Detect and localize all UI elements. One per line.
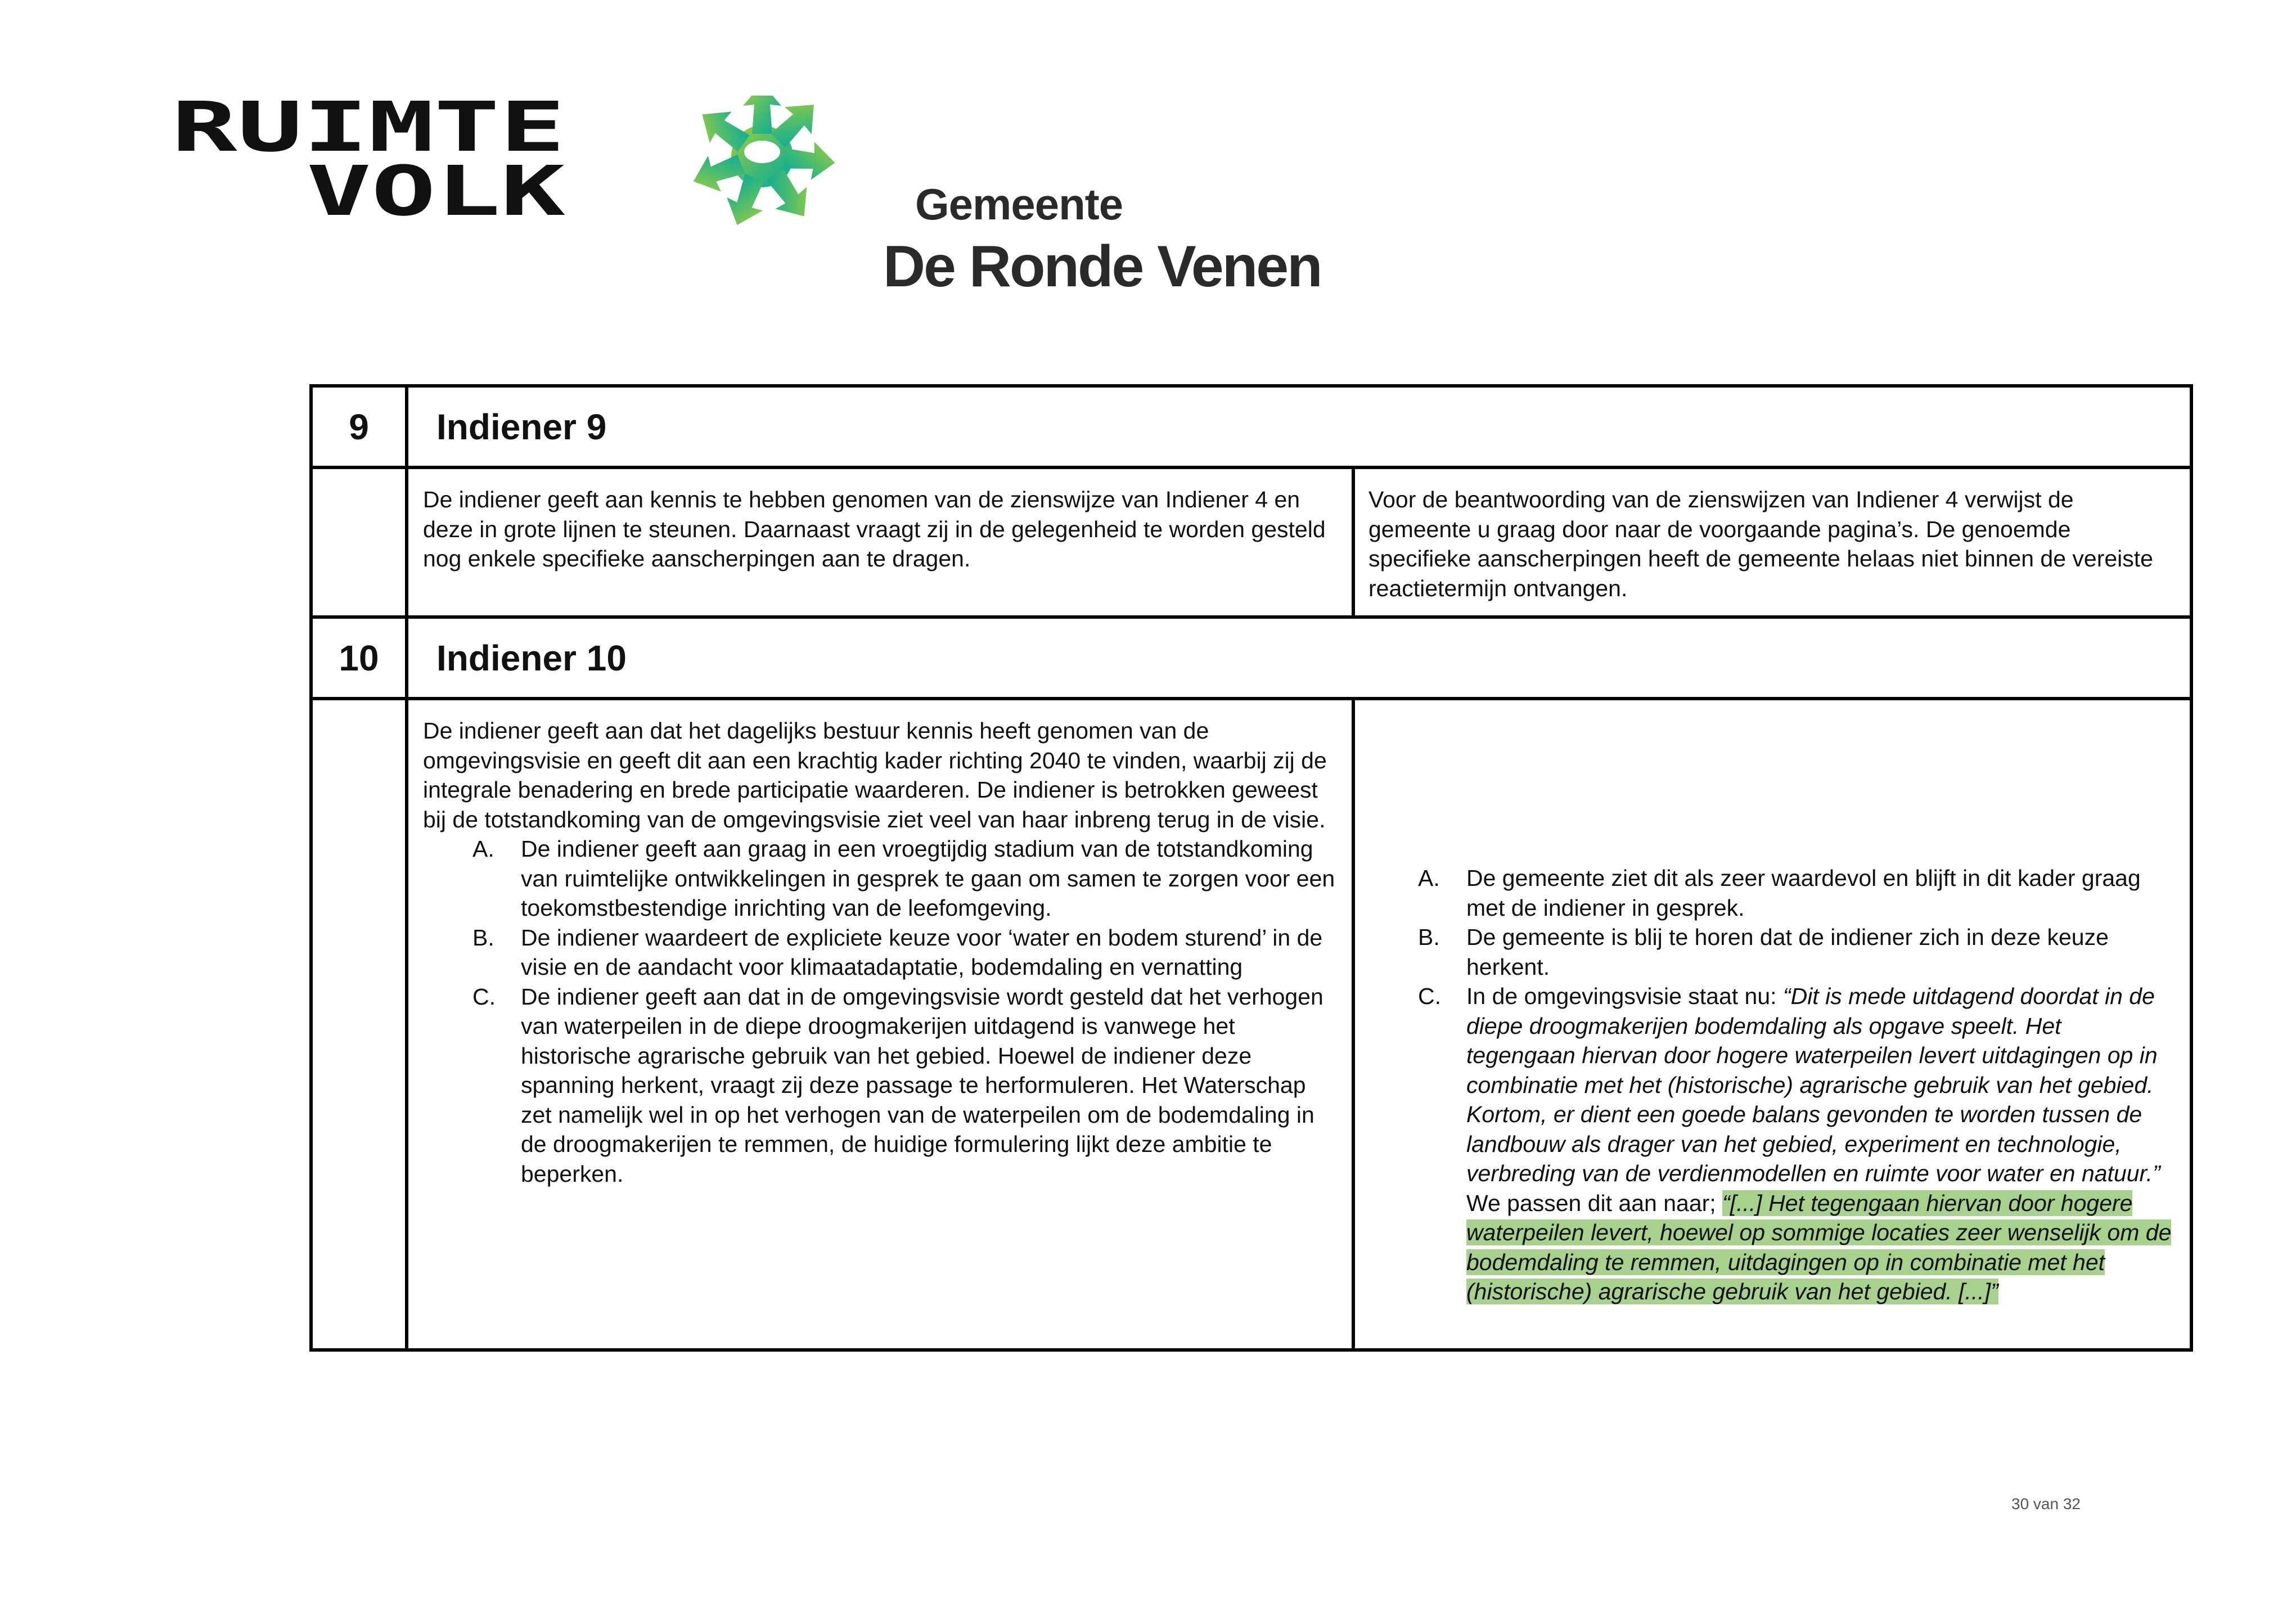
list-item	[1368, 863, 2176, 922]
list-label: C.	[472, 983, 496, 1010]
section-content-row	[311, 467, 2191, 617]
list-item	[423, 982, 1338, 1189]
list-item	[1368, 922, 2176, 982]
section-title: Indiener 10	[407, 617, 2191, 699]
list-label: C.	[1418, 983, 1441, 1009]
list-label: B.	[1418, 924, 1440, 950]
section-number: 9	[311, 386, 407, 467]
highlighted-new-text: “[...] Het tegengaan hiervan door hogere waterpeilen levert, hoewel op sommige locaties zeer wenselijk om de bodemdaling te remmen, uitdagingen op in combinatie met het (historische) agrarische gebruik van het gebied. [...]”	[1466, 1190, 2172, 1304]
list-text: De indiener geeft aan dat in de omgevingsvisie wordt gesteld dat het verhogen van waterpeilen in de diepe droogmakerijen uitdagend is vanwege het historische agrarische gebruik van het gebied. Hoewel de indiener deze spanning herkent, vraagt zij deze passage te herformuleren. Het Waterschap zet namelijk wel in op het verhogen van de waterpeilen om de bodemdaling in de droogmakerijen te remmen, de huidige formulering lijkt deze ambitie te beperken.	[521, 983, 1323, 1187]
section-number: 10	[311, 617, 407, 699]
submission-cell	[407, 699, 1353, 1350]
response-cell	[1353, 699, 2191, 1350]
gemeente-logo	[655, 96, 1321, 304]
list-text: De indiener geeft aan graag in een vroegtijdig stadium van de totstandkoming van ruimtelijke ontwikkelingen in gesprek te gaan om samen te zorgen voor een toekomstbestendige inrichting van de leefomgeving.	[521, 836, 1335, 921]
submission-text: De indiener geeft aan kennis te hebben genomen van de zienswijze van Indiener 4 en deze in grote lijnen te steunen. Daarnaast vraagt zij in de gelegenheid te worden gesteld nog enkele specifieke aanscherpingen aan te dragen.	[407, 467, 1353, 617]
list-text: De indiener waardeert de expliciete keuze voor ‘water en bodem sturend’ in de visie en de aandacht voor klimaatadaptatie, bodemdaling en vernatting	[521, 924, 1323, 980]
section-header-row	[311, 386, 2191, 467]
empty-number-cell	[311, 699, 407, 1350]
section-title: Indiener 9	[407, 386, 2191, 467]
list-item	[423, 834, 1338, 923]
response-list	[1368, 863, 2176, 1307]
section-header-row	[311, 617, 2191, 699]
gemeente-label: Gemeente	[915, 179, 1123, 229]
list-item	[423, 923, 1338, 982]
response-text: Voor de beantwoording van de zienswijzen van Indiener 4 verwijst de gemeente u graag door naar de voorgaande pagina’s. De genoemde specifieke aanscherpingen heeft de gemeente helaas niet binnen de vereiste reactietermijn ontvangen.	[1353, 467, 2191, 617]
municipality-name: De Ronde Venen	[883, 234, 1321, 299]
list-label: A.	[472, 836, 494, 862]
empty-number-cell	[311, 467, 407, 617]
section-content-row	[311, 699, 2191, 1350]
zienswijzen-table	[309, 384, 2193, 1352]
list-text: De gemeente ziet dit als zeer waardevol en blijft in dit kader graag met de indiener in gesprek.	[1466, 865, 2141, 921]
ruimte-volk-logo	[172, 96, 565, 219]
current-text-quote: “Dit is mede uitdagend doordat in de diepe droogmakerijen bodemdaling als opgave speelt. Het tegengaan hiervan door hogere waterpeilen levert uitdagingen op in combinatie met het (historische) agrarische gebruik van het gebied. Kortom, er dient een goede balans gevonden te worden tussen de landbouw als drager van het gebied, experiment en technologie, verbreding van de verdienmodellen en ruimte voor water en natuur.”	[1466, 983, 2160, 1186]
list-label: A.	[1418, 865, 1440, 891]
list-text: De gemeente is blij te horen dat de indiener zich in deze keuze herkent.	[1466, 924, 2109, 980]
list-text: We passen dit aan naar;	[1466, 1190, 1723, 1216]
star-emblem-icon	[655, 96, 880, 264]
list-text: In de omgevingsvisie staat nu:	[1466, 983, 1783, 1009]
list-label: B.	[472, 924, 494, 951]
submission-list	[423, 834, 1338, 1189]
list-item	[1368, 982, 2176, 1307]
logo-line-ruimte: RUIMTE	[172, 96, 565, 167]
submission-intro: De indiener geeft aan dat het dagelijks bestuur kennis heeft genomen van de omgevingsvisie en geeft dit aan een krachtig kader richting 2040 te vinden, waarbij zij de integrale benadering en brede participatie waarderen. De indiener is betrokken geweest bij de totstandkoming van de omgevingsvisie ziet veel van haar inbreng terug in de visie.	[423, 718, 1327, 832]
logo-line-volk: VOLK	[307, 151, 565, 219]
page-number: 30 van 32	[2011, 1495, 2081, 1513]
